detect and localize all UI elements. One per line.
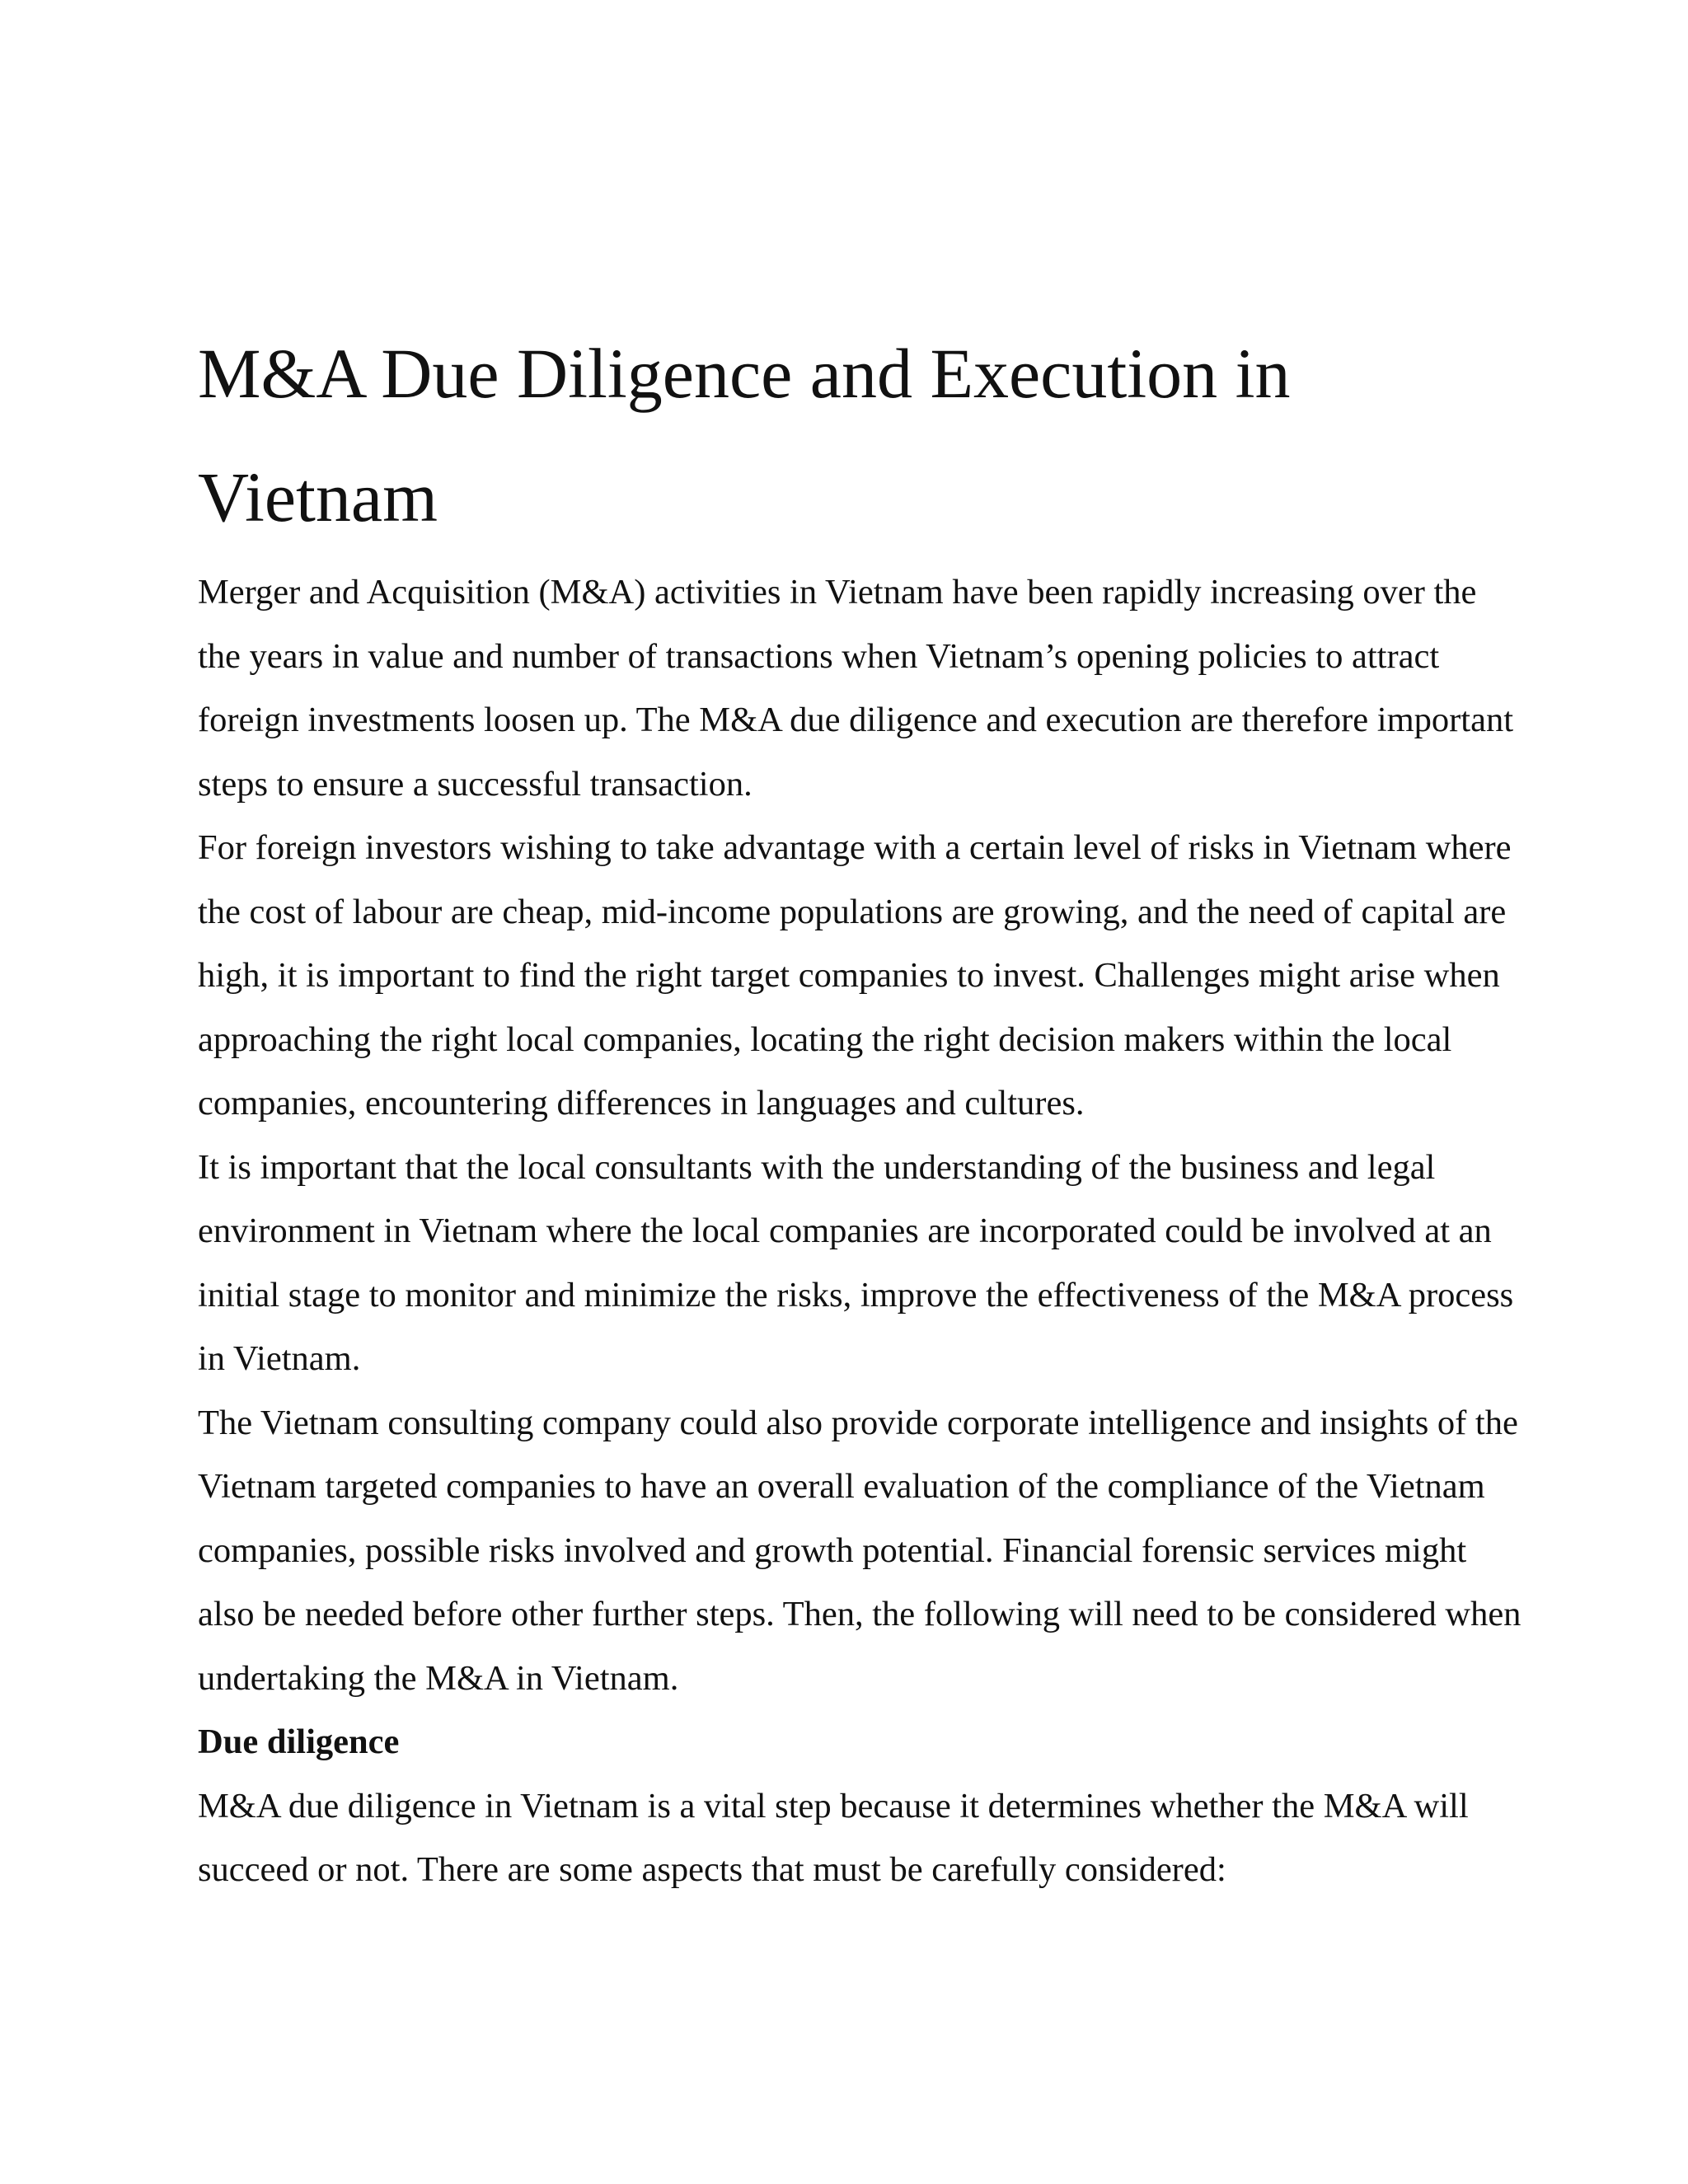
paragraph-intro: Merger and Acquisition (M&A) activities in Vietnam have been rapidly increasing over the the years in value and number of transactions when Vietnam’s opening policies to attract foreign investments loosen up. The M&A due diligence and execution are therefore important steps to ensure a successful transaction. [198, 573, 1514, 804]
document-page [198, 312, 1525, 1902]
document-title: M&A Due Diligence and Execution in Vietnam [198, 334, 1291, 537]
paragraph-local-consultants: It is important that the local consultants with the understanding of the business and legal environment in Vietnam where the local companies are incorporated could be involved at an initial stage to monitor and minimize the risks, improve the effectiveness of the M&A process in Vietnam. [198, 1147, 1514, 1378]
section-heading-due-diligence: Due diligence [198, 1722, 400, 1761]
paragraph-foreign-investors: For foreign investors wishing to take advantage with a certain level of risks in Vietnam where the cost of labour are cheap, mid-income populations are growing, and the need of capital are high, it is important to find the right target companies to invest. Challenges might arise when approaching the right local companies, locating the right decision makers within the local companies, encountering differences in languages and cultures. [198, 828, 1512, 1122]
paragraph-consulting-company: The Vietnam consulting company could also provide corporate intelligence and insights of the Vietnam targeted companies to have an overall evaluation of the compliance of the Vietnam companies, possible risks involved and growth potential. Financial forensic services might also be needed before other further steps. Then, the following will need to be considered when undertaking the M&A in Vietnam. [198, 1403, 1522, 1698]
paragraph-due-diligence: M&A due diligence in Vietnam is a vital step because it determines whether the M&A will succeed or not. There are some aspects that must be carefully considered: [198, 1786, 1469, 1889]
